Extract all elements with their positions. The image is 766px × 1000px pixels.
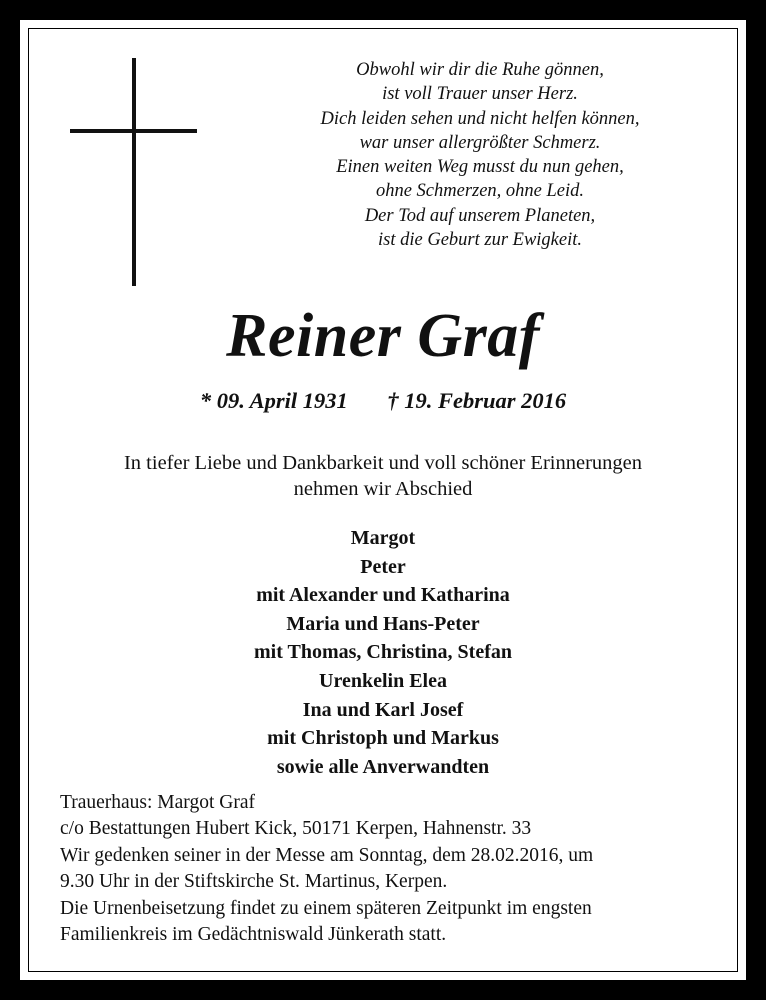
mourner-line: Urenkelin Elea: [319, 669, 447, 692]
cross-horizontal-bar: [70, 129, 197, 133]
poem-line: ist die Geburt zur Ewigkeit.: [378, 230, 582, 251]
farewell-text: [0, 450, 766, 502]
poem: [270, 58, 690, 252]
poem-line: Der Tod auf unserem Planeten,: [364, 205, 596, 226]
life-dates: [0, 386, 766, 416]
info-line: Wir gedenken seiner in der Messe am Sonntag, dem 28.02.2016, um: [60, 844, 594, 866]
info-line: Familienkreis im Gedächtniswald Jünkerath statt.: [60, 924, 447, 946]
poem-line: Obwohl wir dir die Ruhe gönnen,: [356, 60, 604, 80]
cross-vertical-bar: [132, 58, 136, 286]
mourner-line: mit Christoph und Markus: [267, 727, 499, 750]
mourners-list: [0, 524, 766, 781]
mourner-line: Peter: [360, 555, 406, 578]
farewell-line: In tiefer Liebe und Dankbarkeit und voll schöner Erinnerungen: [123, 452, 642, 474]
birth-date: * 09. April 1931: [199, 388, 348, 413]
funeral-information: [60, 790, 720, 948]
info-line: 9.30 Uhr in der Stiftskirche St. Martinus, Kerpen.: [60, 871, 448, 893]
mourner-line: Maria und Hans-Peter: [286, 612, 480, 635]
mourner-line: sowie alle Anverwandten: [276, 755, 490, 778]
poem-line: Einen weiten Weg musst du nun gehen,: [336, 157, 624, 178]
poem-line: ist voll Trauer unser Herz.: [382, 84, 578, 105]
mourner-line: mit Thomas, Christina, Stefan: [254, 641, 512, 664]
farewell-line: nehmen wir Abschied: [293, 478, 473, 500]
deceased-name: Reiner Graf: [226, 302, 540, 370]
poem-line: ohne Schmerzen, ohne Leid.: [375, 181, 585, 202]
death-date: † 19. Februar 2016: [387, 388, 567, 413]
mourner-line: Margot: [350, 527, 416, 549]
mourner-line: mit Alexander und Katharina: [256, 584, 510, 607]
mourner-line: Ina und Karl Josef: [302, 698, 464, 721]
info-line: Trauerhaus: Margot Graf: [60, 792, 255, 813]
info-line: c/o Bestattungen Hubert Kick, 50171 Kerpen, Hahnenstr. 33: [60, 818, 532, 840]
poem-line: war unser allergrößter Schmerz.: [359, 132, 601, 153]
info-line: Die Urnenbeisetzung findet zu einem späteren Zeitpunkt im engsten: [60, 897, 592, 919]
poem-line: Dich leiden sehen und nicht helfen können,: [320, 108, 640, 129]
